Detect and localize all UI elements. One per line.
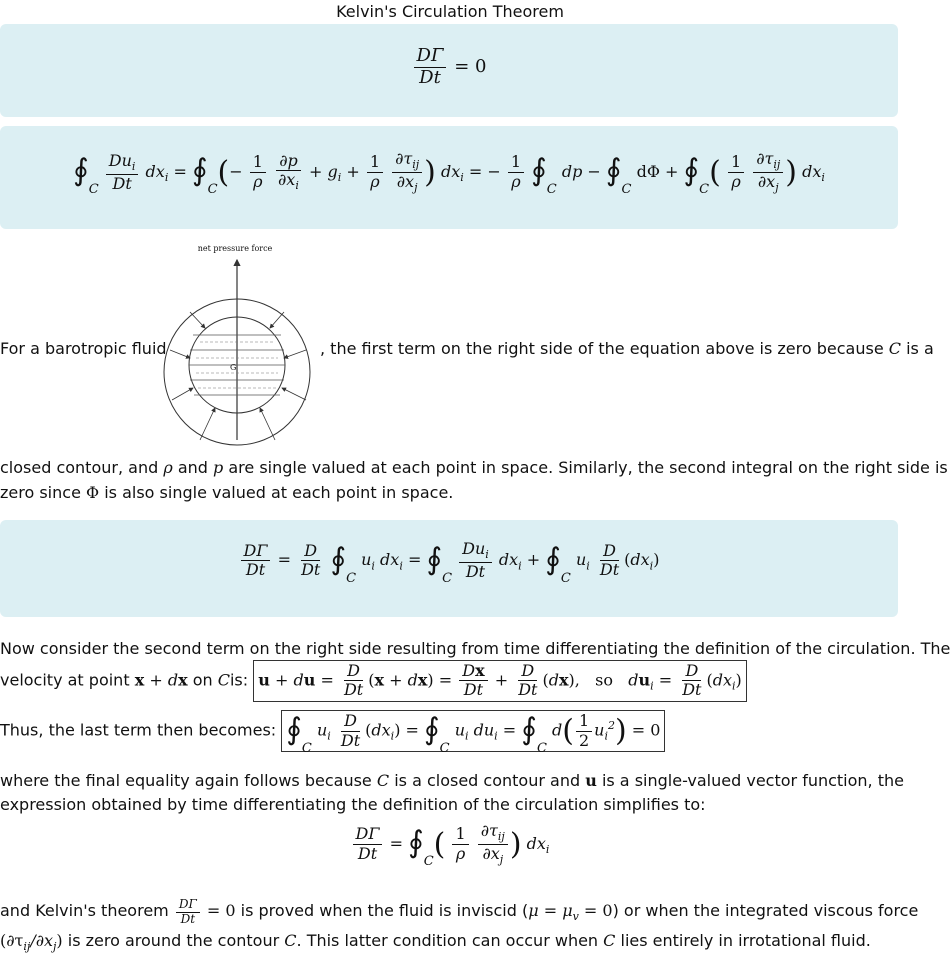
text-p6-a: and Kelvin's theorem (0, 900, 169, 920)
figure-caption: net pressure force (197, 244, 273, 253)
figure-center-label: G (230, 363, 237, 372)
text-p6-e: . This latter condition can occur when (296, 931, 599, 950)
symbol-viscous-zero: μ = μ (528, 900, 573, 920)
symbol-tau-ratio: (∂τ (0, 931, 24, 950)
text-p3-a: velocity at point (0, 670, 130, 690)
symbol-c-5: C (603, 931, 616, 950)
text-p3-b: on (192, 670, 213, 690)
paragraph-second-term-line2: velocity at point x + dx on Cis: u + du = $\frac{D}{Dt}$ (x + dx) = $\frac{Dx}{Dt}$ + $\frac{D}{Dt}$ (dx), so $du_i$ = $\frac{D}{Dt}$ $(dx_i)$ (0, 660, 747, 702)
symbol-viscous-tail: = 0 (578, 900, 613, 920)
paragraph-second-term-line1 (0, 639, 950, 658)
equation-momentum-integral: $∮_C$ $\frac{Du_i}{Dt}$ $dx_i$ = $∮_C(-$ $\frac{1}{\rho}$ $\frac{\partial p}{\partial x_i}$ + $g_i$ + $\frac{1}{\rho}$ $\frac{\partial\tau_{ij}}{\partial x_j}$ ) $dx_i$ = − $\frac{1}{\rho}$ $∮_C$ dp − $∮_C$ $d\Phi + ∮_C$( $\frac{1}{\rho}$ $\frac{\partial\tau_{ij}}{\partial x_j}$ ) $dx_i$ (73, 149, 825, 198)
text-p5-b: is a closed contour and (394, 771, 581, 790)
symbol-tau-mid: /∂x (30, 931, 53, 950)
paragraph-single-valued-line2 (0, 483, 453, 502)
paragraph-final-equality-line1 (0, 771, 904, 790)
pressure-sphere-diagram (160, 240, 320, 455)
text-p6-c: ) or when the integrated viscous force (612, 900, 919, 920)
symbol-u: u (585, 771, 597, 790)
text-so: so (595, 670, 613, 690)
equation-circulation-derivative: $\frac{D\Gamma}{Dt}$ = $\frac{D}{Dt}$ $∮_C$ $u_i$ $dx_i$ = $∮_C$ $\frac{Du_i}{Dt}$ $dx_i$ + $∮_C$ $u_i$ $\frac{D}{Dt}$ $(dx_i)$ (0, 540, 898, 581)
paragraph-barotropic-start (0, 339, 167, 358)
paragraph-kelvin-proved-line1: and Kelvin's theorem $\frac{D\Gamma}{Dt}$ = 0 is proved when the fluid is inviscid $(\mu = \mu_v = 0)$ or when the integrated viscous force (0, 897, 919, 926)
symbol-viscous-sub: v (572, 909, 579, 923)
text-p2-b: and (177, 458, 208, 477)
text-p5-a: where the final equality again follows because (0, 771, 372, 790)
text-p6-d: is zero around the contour (67, 931, 280, 950)
symbol-c: C (888, 339, 902, 358)
text-p1-after-b: is a (906, 339, 934, 358)
text-p1-after-a: , the first term on the right side of the equation above is zero because (320, 339, 884, 358)
pressure-figure (160, 240, 320, 455)
equation-velocity-boxed: u + du = $\frac{D}{Dt}$ (x + dx) = $\frac{Dx}{Dt}$ + $\frac{D}{Dt}$ (dx), so $du_i$ = $\frac{D}{Dt}$ $(dx_i)$ (253, 660, 747, 702)
symbol-rho: ρ (163, 458, 173, 477)
paragraph-final-equality-line2 (0, 795, 706, 814)
text-p4: Thus, the last term then becomes: (0, 720, 277, 740)
text-p3-line1: Now consider the second term on the right side resulting from time differentiating the definition of the circulation. The (0, 639, 950, 658)
page-title: Kelvin's Circulation Theorem (336, 2, 564, 21)
symbol-tau-sub2: j (53, 940, 57, 953)
equation-band-circulation (0, 520, 898, 617)
equation-kelvin: $\frac{D\Gamma}{Dt}$ = 0 (0, 46, 898, 88)
symbol-c-2: C (217, 670, 230, 690)
equation-final-result: $\frac{D\Gamma}{Dt}$ = $∮_C$( $\frac{1}{\rho}$ $\frac{\partial\tau_{ij}}{\partial x_j}$ ) $dx_i$ (0, 822, 900, 867)
paragraph-barotropic-end (320, 339, 934, 358)
text-p3-c: is: (229, 670, 249, 690)
symbol-c-3: C (376, 771, 390, 790)
equation-band-kelvin (0, 24, 898, 117)
paragraph-last-term (0, 710, 665, 756)
text-p2-a: closed contour, and (0, 458, 159, 477)
text-p2-d: zero since (0, 483, 81, 502)
symbol-phi: Φ (86, 483, 100, 502)
text-p5-line2: expression obtained by time differentiating the definition of the circulation simplifies to: (0, 795, 706, 814)
symbol-c-4: C (284, 931, 297, 950)
equation-last-term-boxed: $∮_C$ $u_i$ $\frac{D}{Dt}$ $(dx_i)$ = $∮_C$ $u_i$ $du_i$ = $∮_C$ d( $\frac{1}{2}$ $u_i^2) = 0$ (281, 710, 665, 752)
paragraph-single-valued-line1 (0, 458, 948, 477)
text-p5-c: is a single-valued vector function, the (601, 771, 904, 790)
text-p6-b: is proved when the fluid is inviscid ( (240, 900, 529, 920)
text-p2-e: is also single valued at each point in space. (104, 483, 454, 502)
text-p2-c: are single valued at each point in space. Similarly, the second integral on the right side is (228, 458, 948, 477)
text-p6-f: lies entirely in irrotational fluid. (620, 931, 871, 950)
symbol-p: p (213, 458, 224, 477)
equation-band-momentum (0, 126, 898, 229)
symbol-tau-end: ) (56, 931, 63, 950)
text-p1-before: For a barotropic fluid (0, 339, 167, 358)
paragraph-kelvin-proved-line2 (0, 931, 871, 953)
symbol-tau-sub: ij (23, 940, 31, 953)
